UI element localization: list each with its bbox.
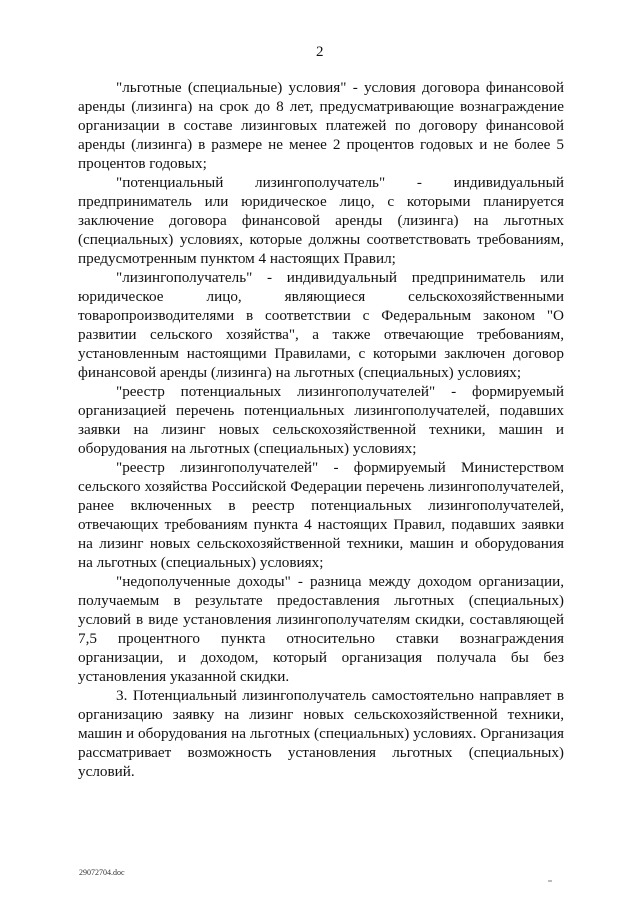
paragraph-nedopoluchennye-dokhody: "недополученные доходы" - разница между доходом организации, получаемым в результате предоставления льготных (специальных) условий в виде установления лизингополучателям скидки, составляющей 7,5 процентного пункта относительно ставки вознаграждения организации, и доходом, который организация получала бы без установления указанной скидки.: [78, 573, 564, 685]
scan-mark: [548, 880, 552, 882]
paragraph-potentsialnyi-lizingopoluchatel: "потенциальный лизингополучатель" - индивидуальный предприниматель или юридическое лицо, с которыми планируется заключение договора финансовой аренды (лизинга) на льготных (специальных) условиях, которые должны соответствовать требованиям, предусмотренным пунктом 4 настоящих Правил;: [78, 174, 564, 267]
page-number: 2: [316, 44, 324, 60]
paragraph-reestr-lizingopoluchatelei: "реестр лизингополучателей" - формируемый Министерством сельского хозяйства Российской Федерации перечень лизингополучателей, ранее включенных в реестр потенциальных лизингополучателей, отвечающих требованиям пункта 4 настоящих Правил, подавших заявки на лизинг новых сельскохозяйственной техники, машин и оборудования на льготных (специальных) условиях;: [78, 459, 564, 571]
paragraph-lizingopoluchatel: "лизингополучатель" - индивидуальный предприниматель или юридическое лицо, являющиеся сельскохозяйственными товаропроизводителями в соответствии с Федеральным законом "О развитии сельского хозяйства", а также отвечающие требованиям, установленным настоящими Правилами, с которыми заключен договор финансовой аренды (лизинга) на льготных (специальных) условиях;: [78, 269, 564, 381]
paragraph-punkt-3: 3. Потенциальный лизингополучатель самостоятельно направляет в организацию заявку на лизинг новых сельскохозяйственной техники, машин и оборудования на льготных (специальных) условиях. Организация рассматривает возможность установления льготных (специальных) условий.: [78, 687, 564, 780]
footer-document-code: 29072704.doc: [79, 868, 125, 877]
paragraph-lgotnye-usloviya: "льготные (специальные) условия" - условия договора финансовой аренды (лизинга) на срок до 8 лет, предусматривающие вознаграждение организации в составе лизинговых платежей по договору финансовой аренды (лизинга) в размере не менее 2 процентов годовых и не более 5 процентов годовых;: [78, 79, 564, 172]
paragraph-reestr-potentsialnykh: "реестр потенциальных лизингополучателей" - формируемый организацией перечень потенциальных лизингополучателей, подавших заявки на лизинг новых сельскохозяйственной техники, машин и оборудования на льготных (специальных) условиях;: [78, 383, 564, 457]
document-body: [78, 78, 564, 781]
